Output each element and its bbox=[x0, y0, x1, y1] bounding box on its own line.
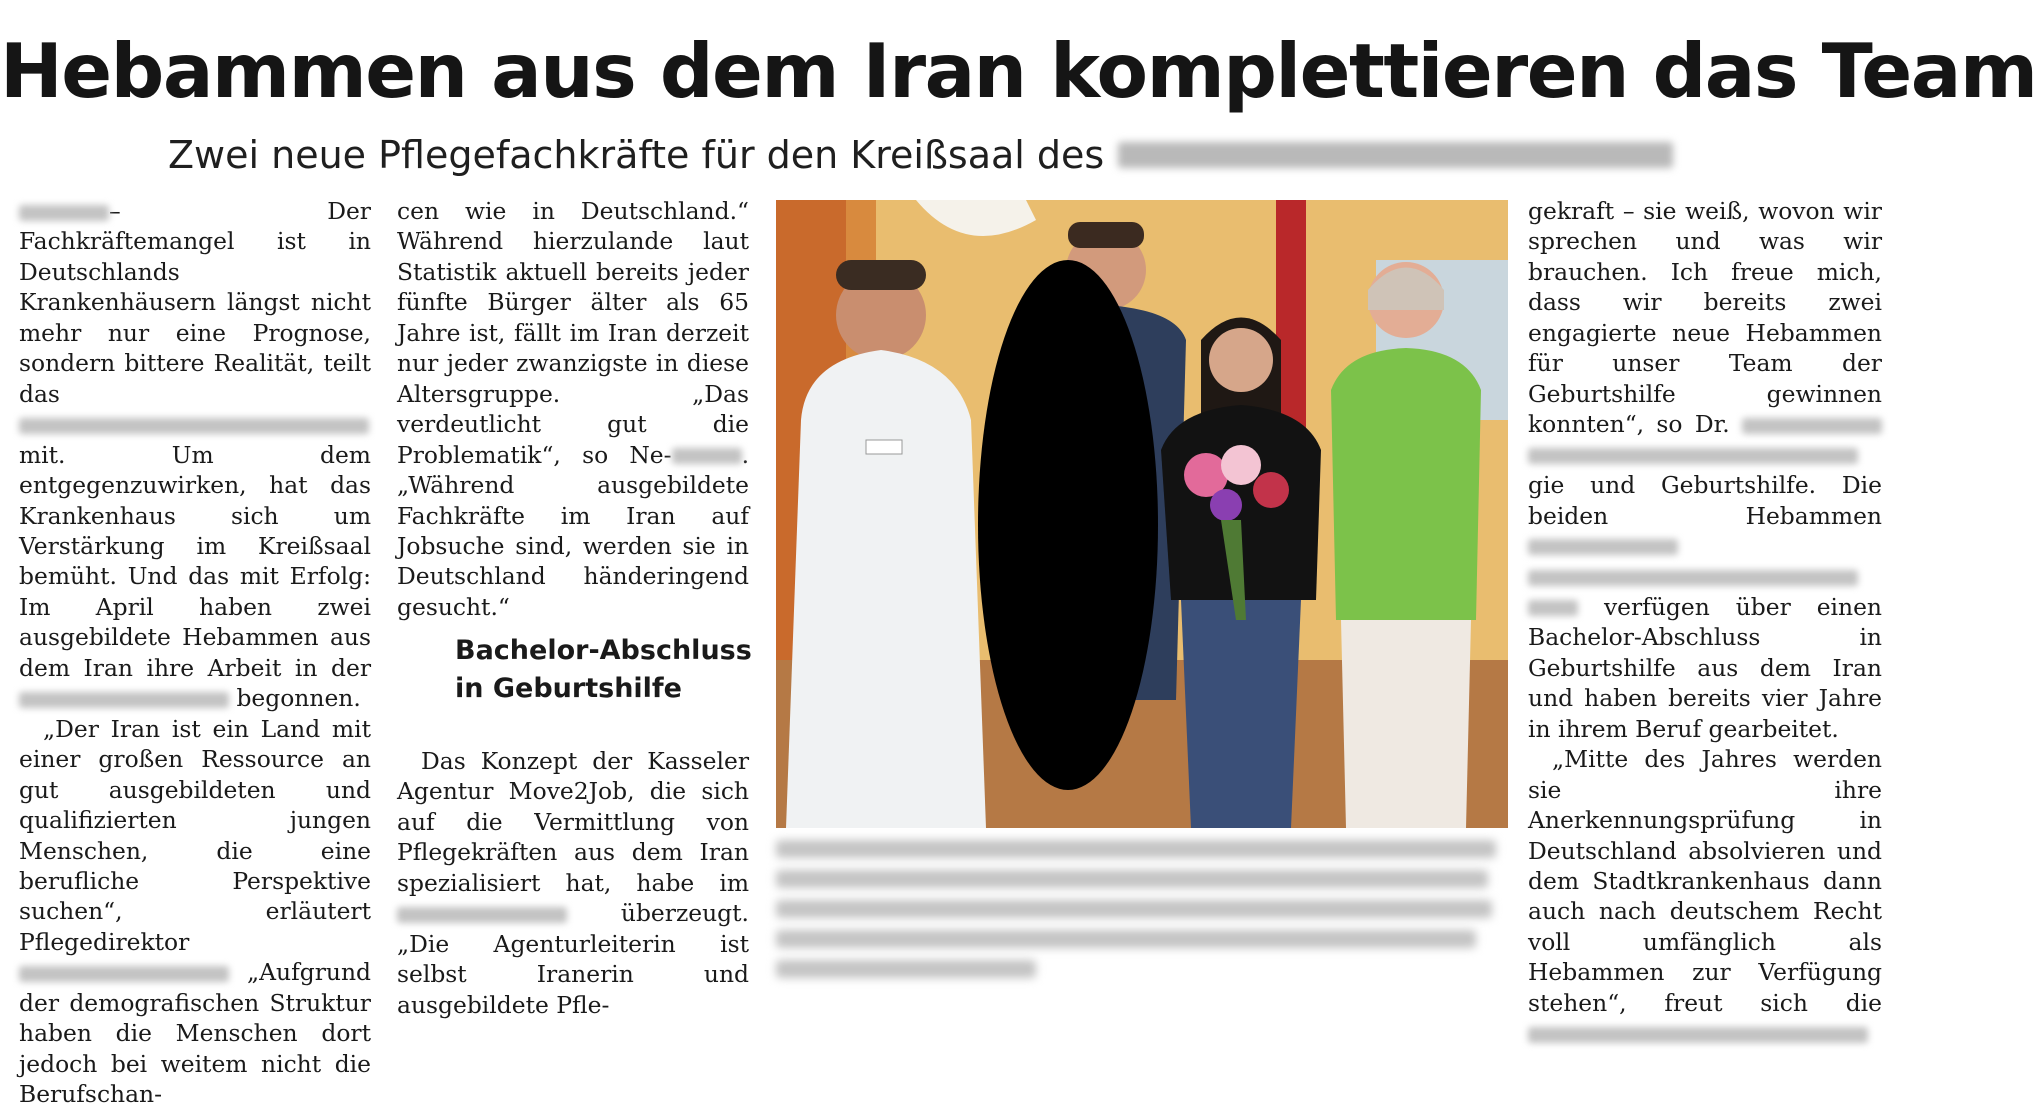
col4-para1: gekraft – sie weiß, wovon wir sprechen und was wir brauchen. Ich freue mich, dass wir bereits zwei engagierte neue Hebammen für unser Team der Geburtshilfe gewinnen konnten“, so Dr. bbox=[1528, 197, 1882, 439]
col2b-para1: Das Konzept der Kasseler Agentur Move2Job, die sich auf die Vermittlung von Pflegekräften aus dem Iran spezialisiert hat, habe im bbox=[397, 747, 749, 897]
redacted-midwife-names-3 bbox=[1528, 600, 1578, 616]
redacted-doctor-title bbox=[1528, 448, 1858, 464]
redacted-place bbox=[19, 205, 109, 221]
article-column-4 bbox=[1528, 196, 1882, 1049]
redacted-midwife-names bbox=[1528, 539, 1678, 555]
redacted-clinic bbox=[19, 692, 229, 708]
col1-para3: begonnen. bbox=[236, 684, 361, 713]
col4-para3: verfügen über einen Bachelor-Abschluss in Geburtshilfe aus dem Iran und haben bereits vier Jahre in ihrem Beruf gearbeitet. bbox=[1528, 592, 1882, 743]
redacted-place-2 bbox=[397, 907, 567, 923]
redaction-oval bbox=[978, 260, 1158, 790]
article-column-2 bbox=[397, 196, 749, 622]
group-photo bbox=[776, 200, 1508, 828]
col4-para4: „Mitte des Jahres werden sie ihre Anerkennungsprüfung in Deutschland absolvieren und dem Stadtkrankenhaus dann auch nach deutschem Recht voll umfänglich als Hebammen zur Verfügung stehen“, freut sich die bbox=[1528, 745, 1882, 1017]
col1-para2: mit. Um dem entgegenzuwirken, hat das Krankenhaus sich um Verstärkung im Kreißsaal bemüht. Und das mit Erfolg: Im April haben zwei ausgebildete Hebammen aus dem Iran ihre Arbeit in der bbox=[19, 440, 371, 682]
subheadline-text: Zwei neue Pflegefachkräfte für den Kreißsaal des bbox=[168, 133, 1105, 177]
col1-para5: „Aufgrund der demografischen Struktur haben die Menschen dort jedoch bei weitem nicht die Berufschan- bbox=[19, 958, 371, 1109]
col4-para2: gie und Geburtshilfe. Die beiden Hebammen bbox=[1528, 471, 1882, 530]
section-subheading: Bachelor-Abschluss in Geburtshilfe bbox=[455, 635, 752, 704]
col2-para1: cen wie in Deutschland.“ Während hierzulande laut Statistik aktuell bereits jeder fünfte Bürger älter als 65 Jahre ist, fällt im Iran derzeit nur jeder zwanzigste in diese Altersgruppe. „Das verdeutlicht gut die Problematik“, so Ne- bbox=[397, 197, 749, 469]
photo-caption-redacted bbox=[776, 840, 1508, 990]
col1-para1: – Der Fachkräftemangel ist in Deutschlands Krankenhäusern längst nicht mehr nur eine Prognose, sondern bittere Realität, teilt das bbox=[19, 197, 371, 408]
article-column-1 bbox=[19, 196, 371, 1110]
redacted-speaker bbox=[1528, 1027, 1868, 1043]
col2-para2: . „Während ausgebildete Fachkräfte im Iran auf Jobsuche sind, werden sie in Deutschland händeringend gesucht.“ bbox=[397, 440, 749, 621]
redacted-name bbox=[19, 418, 369, 434]
subheadline bbox=[168, 132, 1673, 178]
article-column-2b bbox=[397, 746, 749, 1020]
headline: Hebammen aus dem Iran komplettieren das Team bbox=[0, 27, 2037, 115]
redacted-doctor-name bbox=[1742, 418, 1882, 434]
group-photo-icon bbox=[776, 200, 1508, 828]
col2b-para2: überzeugt. „Die Agenturleiterin ist selbst Iranerin und ausgebildete Pfle- bbox=[397, 899, 749, 1019]
redacted-hospital-name bbox=[1118, 142, 1673, 168]
redacted-director bbox=[19, 966, 229, 982]
redacted-surname bbox=[672, 448, 742, 464]
redacted-midwife-names-2 bbox=[1528, 570, 1858, 586]
col1-para4: „Der Iran ist ein Land mit einer großen Ressource an gut ausgebildeten und qualifizierten jungen Menschen, die eine berufliche Perspektive suchen“, erläutert Pflegedirektor bbox=[19, 714, 371, 956]
